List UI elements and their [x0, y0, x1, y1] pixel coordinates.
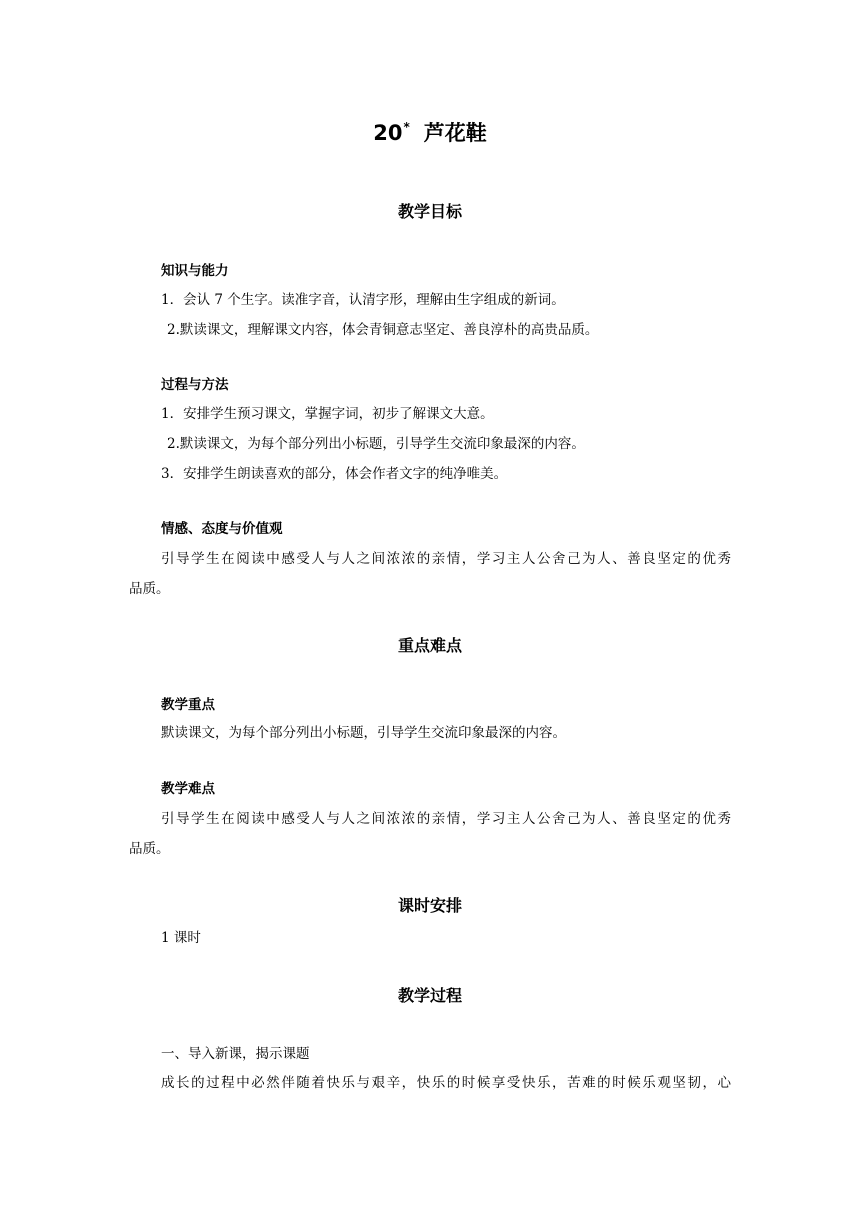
subheading-method: 过程与方法: [161, 377, 229, 393]
emotion-paragraph-line-1: 引导学生在阅读中感受人与人之间浓浓的亲情，学习主人公舍己为人、善良坚定的优秀: [161, 551, 731, 567]
lesson-asterisk: *: [403, 120, 410, 134]
knowledge-item-2: 2.默读课文，理解课文内容，体会青铜意志坚定、善良淳朴的高贵品质。: [167, 322, 599, 338]
subheading-emotion: 情感、态度与价值观: [161, 521, 283, 537]
lesson-title: [0, 112, 860, 148]
difficulty-paragraph-line-1: 引导学生在阅读中感受人与人之间浓浓的亲情，学习主人公舍己为人、善良坚定的优秀: [161, 811, 731, 827]
method-item-3: 3．安排学生朗读喜欢的部分，体会作者文字的纯净唯美。: [161, 466, 508, 482]
method-item-2: 2.默读课文，为每个部分列出小标题，引导学生交流印象最深的内容。: [167, 436, 585, 452]
knowledge-item-1: 1．会认 7 个生字。读准字音，认清字形，理解由生字组成的新词。: [161, 292, 565, 308]
section-heading-schedule: 课时安排: [397, 896, 462, 915]
subheading-difficulty: 教学难点: [161, 781, 215, 797]
section-heading-key-points: 重点难点: [397, 636, 462, 655]
lesson-title-text: 芦花鞋: [423, 121, 487, 145]
method-item-1: 1．安排学生预习课文，掌握字词，初步了解课文大意。: [161, 406, 494, 422]
subheading-focus: 教学重点: [161, 697, 215, 713]
schedule-text: 1 课时: [161, 930, 201, 946]
process-paragraph-line-1: 成长的过程中必然伴随着快乐与艰辛，快乐的时候享受快乐，苦难的时候乐观坚韧，心: [161, 1075, 731, 1091]
section-heading-process: 教学过程: [397, 986, 462, 1005]
focus-text: 默读课文，为每个部分列出小标题，引导学生交流印象最深的内容。: [161, 725, 566, 741]
lesson-number: 20*: [373, 120, 410, 145]
subheading-knowledge: 知识与能力: [161, 263, 229, 279]
process-step-1-heading: 一、导入新课，揭示课题: [161, 1046, 310, 1062]
difficulty-paragraph-line-2: 品质。: [129, 841, 170, 857]
emotion-paragraph-line-2: 品质。: [129, 581, 170, 597]
section-heading-objectives: 教学目标: [397, 202, 462, 221]
